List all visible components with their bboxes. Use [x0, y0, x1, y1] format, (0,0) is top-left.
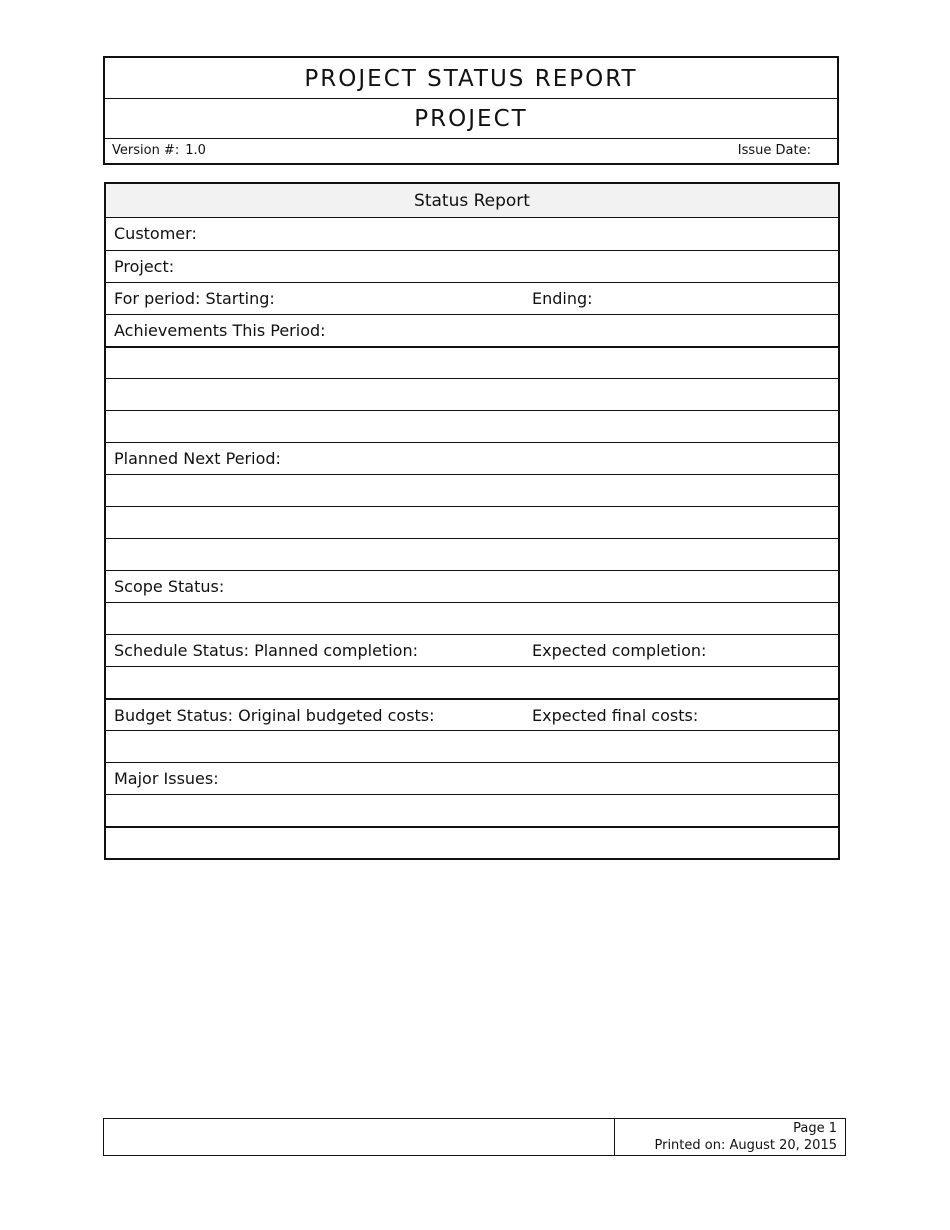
printed-date: Printed on: August 20, 2015: [654, 1138, 837, 1153]
report-header: [103, 56, 839, 165]
issues-label: Major Issues:: [114, 769, 219, 788]
planned-row: [106, 442, 838, 474]
issues-entry-1[interactable]: [106, 794, 838, 826]
issues-entry-2[interactable]: [106, 826, 838, 858]
version-label: Version #:: [112, 143, 180, 158]
planned-entry-1[interactable]: [106, 474, 838, 506]
issues-row: [106, 762, 838, 794]
period-ending-label: Ending:: [532, 289, 593, 308]
project-row[interactable]: [106, 250, 838, 282]
planned-entry-3[interactable]: [106, 538, 838, 570]
footer-left-cell: [104, 1119, 615, 1155]
customer-row[interactable]: [106, 218, 838, 250]
customer-label: Customer:: [114, 224, 197, 243]
scope-label: Scope Status:: [114, 577, 225, 596]
schedule-entry[interactable]: [106, 666, 838, 698]
achievements-entry-2[interactable]: [106, 378, 838, 410]
period-starting-label: For period: Starting:: [114, 289, 275, 308]
planned-entry-2[interactable]: [106, 506, 838, 538]
achievements-row: [106, 314, 838, 346]
footer-right-cell: [615, 1119, 845, 1155]
form-heading: Status Report: [106, 184, 838, 218]
project-title: PROJECT: [105, 99, 837, 139]
schedule-row[interactable]: [106, 634, 838, 666]
scope-entry[interactable]: [106, 602, 838, 634]
header-meta: [105, 139, 837, 163]
budget-entry[interactable]: [106, 730, 838, 762]
planned-label: Planned Next Period:: [114, 449, 281, 468]
issue-date-label: Issue Date:: [737, 143, 811, 158]
achievements-entry-1[interactable]: [106, 346, 838, 378]
budget-row[interactable]: [106, 698, 838, 730]
budget-label: Budget Status: Original budgeted costs:: [114, 706, 435, 725]
version-value[interactable]: 1.0: [185, 143, 206, 158]
achievements-entry-3[interactable]: [106, 410, 838, 442]
achievements-label: Achievements This Period:: [114, 321, 326, 340]
schedule-expected-label: Expected completion:: [532, 641, 707, 660]
schedule-label: Schedule Status: Planned completion:: [114, 641, 418, 660]
status-report-form: [104, 182, 840, 860]
report-title: PROJECT STATUS REPORT: [105, 58, 837, 99]
scope-row: [106, 570, 838, 602]
page-footer: [103, 1118, 846, 1156]
budget-expected-label: Expected final costs:: [532, 706, 699, 725]
project-label: Project:: [114, 257, 175, 276]
version-field: [112, 139, 206, 163]
period-row[interactable]: [106, 282, 838, 314]
page-number: Page 1: [793, 1121, 837, 1136]
